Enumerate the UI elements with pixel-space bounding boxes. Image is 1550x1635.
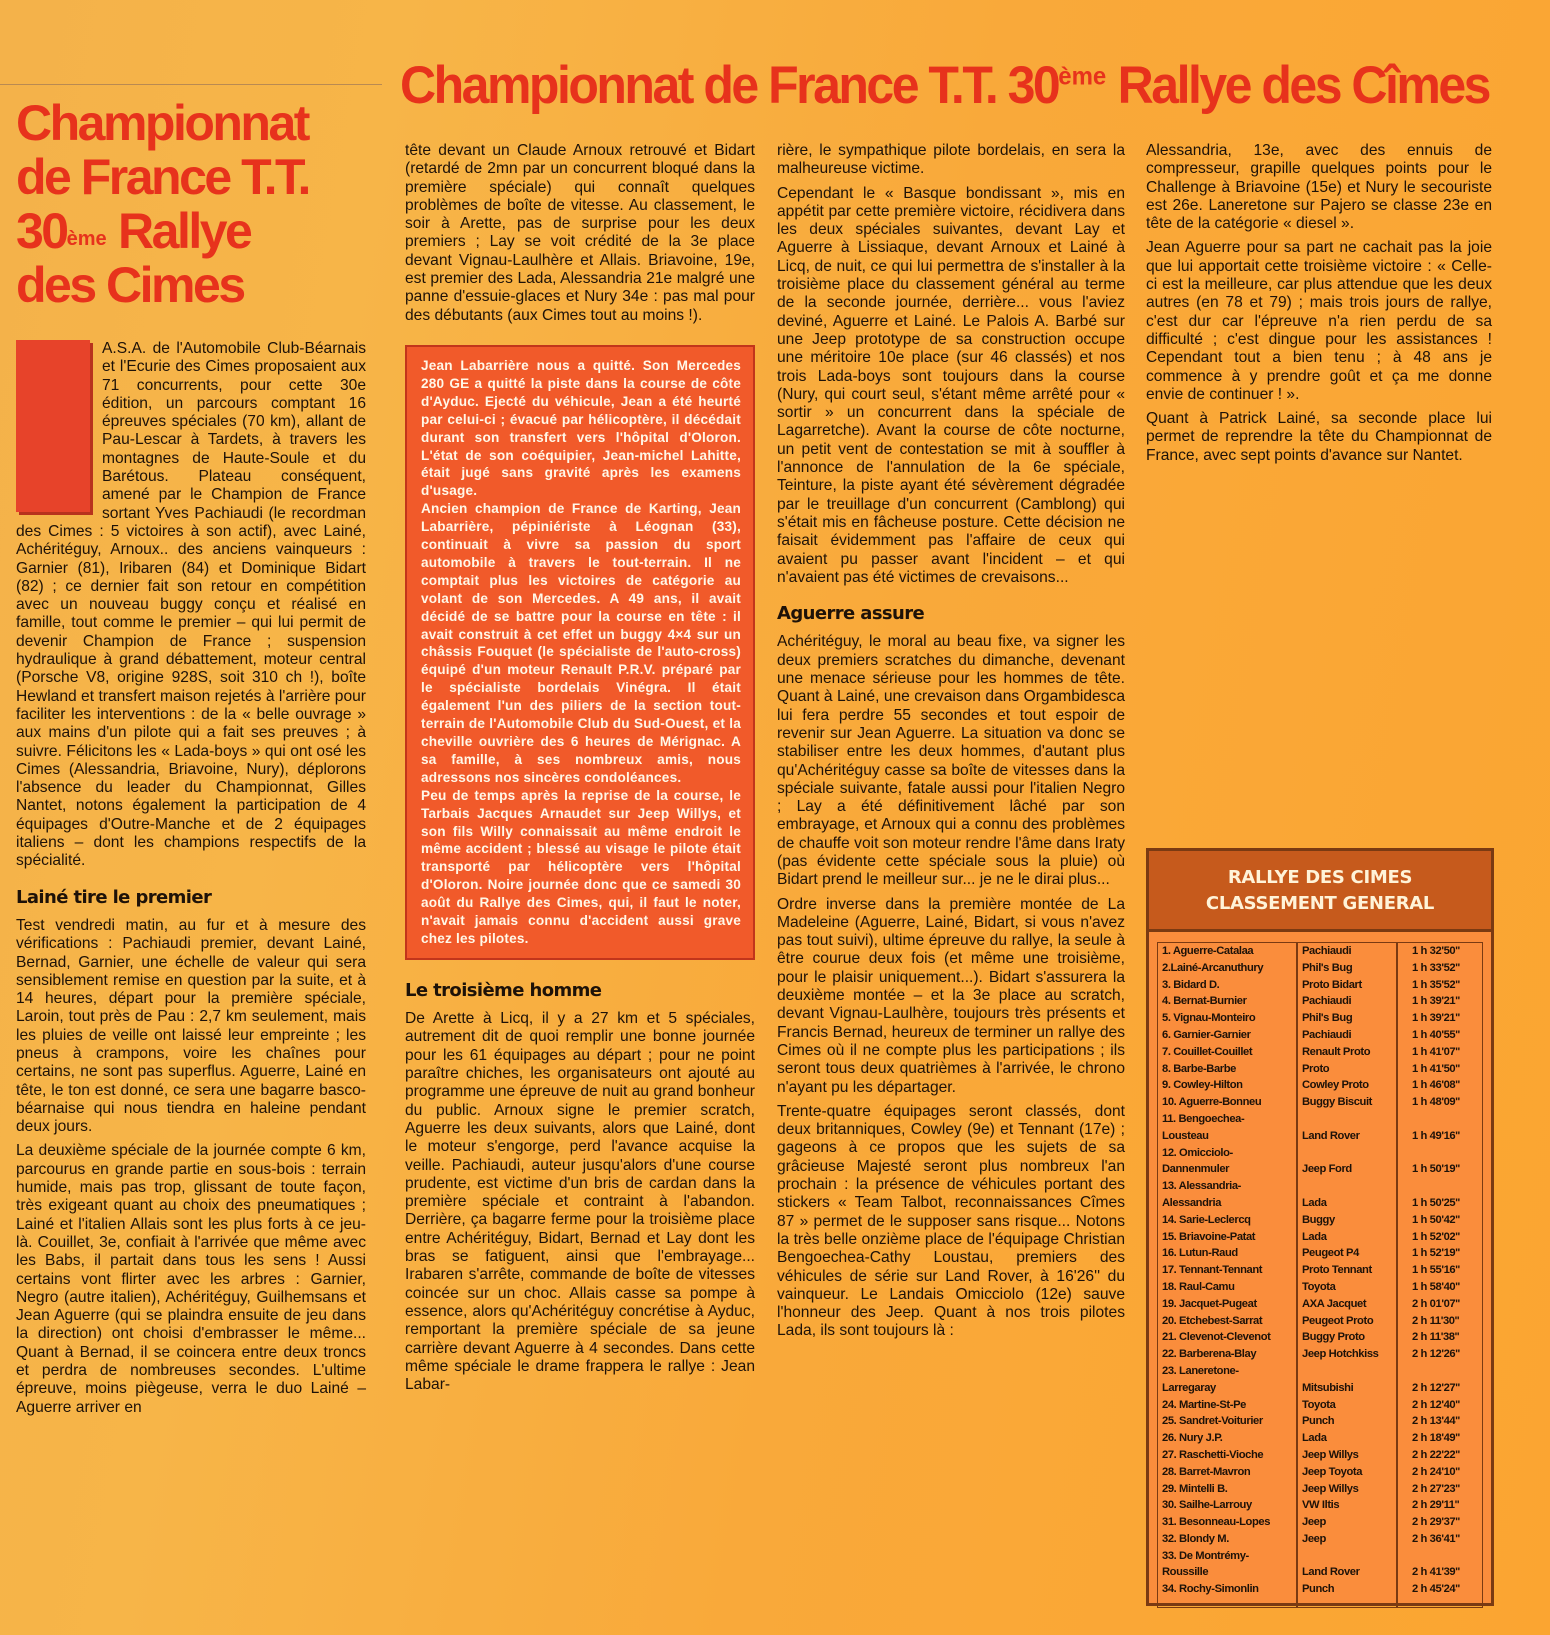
side-title-line1: Championnat: [16, 95, 308, 151]
column-divider: [1296, 943, 1298, 1607]
result-row: [1158, 1531, 1482, 1548]
results-table-header: [1149, 851, 1491, 932]
result-car: Cowley Proto: [1302, 1079, 1369, 1092]
result-row: [1158, 1346, 1482, 1363]
result-car: Peugeot P4: [1302, 1247, 1359, 1260]
result-crew-line: 16. Lutun-Raud: [1162, 1247, 1238, 1260]
result-crew: [1158, 1313, 1296, 1330]
paragraph: La deuxième spéciale de la journée compte 6 km, parcourus en grande partie en sous-bois : terrain humide, mais pas trop, glissant de toute façon, très exigeant quant au choix des pneumatiques ; Lainé et l'italien Allais sont les plus forts à ce jeu-là. Couillet, 3e, confiait à l'arrivée que même avec les Babs, il partait dans tous les sens ! Aussi certains vont flirter avec les arbres : Garnier, Negro (autre italien), Achéritéguy, Guilhemsans et Jean Aguerre (qui se plaindra ensuite de jeu dans la direction) ont choisi d'embrasser le même... Quant à Bernad, il se coincera entre deux troncs et perdra de nombreuses secondes. L'ultime épreuve, moins piègeuse, verra le duo Lainé – Aguerre arriver en: [16, 1142, 366, 1416]
result-row: [1158, 1581, 1482, 1598]
result-time: 2 h 22'22'': [1412, 1448, 1460, 1461]
result-crew: [1158, 1514, 1296, 1531]
result-car: Punch: [1302, 1583, 1335, 1596]
result-crew-line: 8. Barbe-Barbe: [1162, 1062, 1236, 1075]
result-time: 2 h 18'49'': [1412, 1432, 1460, 1445]
paragraph: Alessandria, 13e, avec des ennuis de compresseur, grapille quelques points pour le Challenge à Briavoine (15e) et Nury le secouriste est 26e. Laneretone sur Pajero se classe 23e en tête de la catégorie « diesel ».: [1146, 142, 1492, 233]
result-crew-line: 31. Besonneau-Lopes: [1162, 1516, 1271, 1529]
result-crew-line: 12. Omicciolo-: [1162, 1146, 1233, 1159]
side-title: [16, 96, 376, 312]
result-car: Phil's Bug: [1302, 1012, 1353, 1025]
result-car: Toyota: [1302, 1398, 1336, 1411]
paragraph: tête devant un Claude Arnoux retrouvé et Bidart (retardé de 2mn par un concurrent bloqué dans la première spéciale) qui connaît quelques problèmes de boîte de vitesse. Au classement, le soir à Arette, pas de surprise pour les deux premiers ; Lay se voit crédité de la 3e place devant Vignau-Laulhère et Allais. Briavoine, 19e, est premier des Lada, Alessandria 21e malgré une panne d'essuie-glaces et Nury 34e : pas mal pour des débutants (aux Cimes tout au moins !).: [405, 142, 755, 324]
result-row: [1158, 1329, 1482, 1346]
section-heading-laine: Lainé tire le premier: [16, 886, 212, 908]
result-row: [1158, 1027, 1482, 1044]
result-row: [1158, 1010, 1482, 1027]
result-crew-line: 7. Couillet-Couillet: [1162, 1045, 1253, 1058]
result-row: [1158, 1061, 1482, 1078]
result-crew-line: 14. Sarie-Leclercq: [1162, 1213, 1251, 1226]
result-car: Land Rover: [1302, 1566, 1360, 1579]
paragraph: Trente-quatre équipages seront classés, dont deux britanniques, Cowley (9e) et Tennant (17e) ; gageons à ce propos que les sujets de sa grâcieuse Majesté seront plus nombreux l'an prochain : la présence de véhicules portant des stickers « Team Talbot, reconnaissances Cîmes 87 » permet de le supposer sans risque... Notons la très belle onzième place de l'équipage Christian Bengoechea-Cathy Loustau, premiers des véhicules de série sur Land Rover, à 16'26'' du vainqueur. Le Landais Omicciolo (12e) sauve l'honneur des Jeep. Quant à nos trois pilotes Lada, ils sont toujours là :: [777, 1102, 1125, 1340]
obituary-paragraph: Peu de temps après la reprise de la course, le Tarbais Jacques Arnaudet sur Jeep Willys, et son fils Willy connaissait au même endroit le même accident ; blessé au visage le pilote était transporté par hélicoptère vers l'hôpital d'Oloron. Noire journée donc que ce samedi 30 août du Rallye des Cimes, qui, il faut le noter, n'avait jamais connu d'accident aussi grave chez les pilotes.: [421, 787, 741, 946]
result-crew: [1158, 960, 1296, 977]
result-car: Phil's Bug: [1302, 961, 1353, 974]
results-title: RALLYE DES CIMES: [1227, 867, 1413, 888]
result-time: 2 h 12'40'': [1412, 1398, 1460, 1411]
paragraph: Quant à Patrick Lainé, sa seconde place lui permet de reprendre la tête du Championnat de France, avec sept points d'avance sur Nantet.: [1146, 410, 1492, 464]
result-crew-line: 1. Aguerre-Catalaa: [1162, 945, 1254, 957]
result-car: Mitsubishi: [1302, 1381, 1354, 1394]
obituary-box: [405, 345, 755, 960]
result-crew: [1158, 1094, 1296, 1111]
result-time: 1 h 46'08'': [1412, 1079, 1460, 1092]
result-row: [1158, 1447, 1482, 1464]
result-row: [1158, 977, 1482, 994]
article-column-4: [1146, 142, 1492, 471]
result-car: Buggy Biscuit: [1302, 1096, 1373, 1109]
result-crew: [1158, 977, 1296, 994]
result-crew: [1158, 1363, 1296, 1397]
result-crew-line: 20. Etchebest-Sarrat: [1162, 1314, 1263, 1327]
result-crew-line: 22. Barberena-Blay: [1162, 1348, 1257, 1361]
result-crew: [1158, 1111, 1296, 1145]
result-row: [1158, 960, 1482, 977]
result-crew-line: 15. Briavoine-Patat: [1162, 1230, 1256, 1243]
result-car: Jeep Willys: [1302, 1448, 1359, 1461]
result-car: Buggy Proto: [1302, 1331, 1365, 1344]
result-time: 1 h 58'40'': [1412, 1280, 1460, 1293]
result-crew-line: 11. Bengoechea-: [1162, 1112, 1245, 1125]
result-crew: [1158, 1245, 1296, 1262]
result-crew: [1158, 1229, 1296, 1246]
result-crew-line: 4. Bernat-Burnier: [1162, 995, 1247, 1008]
result-time: 2 h 12'26'': [1412, 1348, 1460, 1361]
result-time: 1 h 33'52'': [1412, 961, 1460, 974]
result-row: [1158, 1212, 1482, 1229]
result-time: 1 h 39'21'': [1412, 1012, 1460, 1025]
paragraph: De Arette à Licq, il y a 27 km et 5 spéciales, autrement dit de quoi remplir une bonne journée pour les 61 équipages au départ ; pour ne point paraître chiches, les organisateurs ont ajouté au programme une épreuve de nuit au grand bonheur du public. Arnoux signe le premier scratch, Aguerre les deux suivants, alors que Lainé, dont le moteur s'engorge, perd l'avance acquise la veille. Pachiaudi, auteur jusqu'alors d'une course prudente, est victime d'un bris de cardan dans la première spéciale et contraint à l'abandon. Derrière, ça bagarre ferme pour la troisième place entre Achéritéguy, Bidart, Bernad et Lay dont les bras se fatiguent, ainsi que l'embrayage... Irabaren s'arrête, commande de boîte de vitesses coincée sur un choc. Allais casse sa pompe à essence, alors qu'Achéritéguy concrétise à Ayduc, remportant la première spéciale de sa jeune carrière devant Aguerre à 4 secondes. Dans cette même spéciale le drame frappera le rallye : Jean Labar-: [405, 1010, 755, 1394]
result-row: [1158, 1413, 1482, 1430]
result-car: Jeep Toyota: [1302, 1465, 1363, 1478]
result-row: [1158, 1229, 1482, 1246]
result-time: 1 h 48'09'': [1412, 1096, 1460, 1109]
paragraph: Cependant le « Basque bondissant », mis en appétit par cette première victoire, récidivera dans les deux spéciales suivantes, devant Lay et Aguerre à Lissiaque, devant Arnoux et Lainé à Licq, de nuit, ce qui lui permettra de s'installer à la troisième place du classement général au terme de la seconde journée, derrière... vous l'aviez deviné, Aguerre et Lainé. Le Palois A. Barbé sur une Jeep prototype de sa construction occupe une méritoire 10e place (sur 46 classés) et nos trois Lada-boys sont toujours dans la course (Nury, qui court seul, s'étant même arrêté pour « sortir » un concurrent dans la spéciale de Lagarretche). Avant la course de côte nocturne, un petit vent de contestation se mit à souffler à l'annonce de l'annulation de la 6e spéciale, Teinture, la piste ayant été sévèrement dégradée par le treuillage d'un concurrent (Camblong) qui s'était mis en fâcheuse posture. Cette décision ne faisait évidemment pas l'affaire de ceux qui avaient pu passer avant l'incident – et qui n'avaient pas été victimes de crevaisons...: [777, 184, 1125, 586]
paragraph: Test vendredi matin, au fur et à mesure des vérifications : Pachiaudi premier, devant Lainé, Bernad, Garnier, une échelle de valeur qui sera sensiblement remise en question par la suite, et à 14 heures, départ pour la première spéciale, Laroin, tout près de Pau : 2,7 km seulement, mais les pluies de veille ont laissé leur empreinte ; les pneus à crampons, voire les chaînes pour certains, ne sont pas superflus. Aguerre, Lainé en tête, le ton est donné, ce sera une bagarre basco-béarnaise qui nous tiendra en haleine pendant deux jours.: [16, 916, 366, 1136]
result-crew-line: 17. Tennant-Tennant: [1162, 1264, 1263, 1277]
result-row: [1158, 1397, 1482, 1414]
result-time: 1 h 50'19'': [1412, 1163, 1460, 1176]
result-crew-line: 34. Rochy-Simonlin: [1162, 1583, 1259, 1596]
results-subtitle: CLASSEMENT GENERAL: [1205, 893, 1435, 914]
result-crew: [1158, 1010, 1296, 1027]
section-heading-troisieme: Le troisième homme: [405, 979, 602, 1001]
result-crew-line: 19. Jacquet-Pugeat: [1162, 1297, 1257, 1310]
result-crew: [1158, 1077, 1296, 1094]
result-row: [1158, 1262, 1482, 1279]
drop-cap-L: [16, 340, 90, 512]
result-crew-line: 29. Mintelli B.: [1162, 1482, 1228, 1495]
paragraph: Jean Aguerre pour sa part ne cachait pas la joie que lui apportait cette troisième victoire : « Celle-ci est la meilleure, car plus attendue que les deux autres (en 78 et 79) ; mais trois jours de rallye, c'est dur car l'épreuve n'a rien perdu de sa difficulté ; c'est dingue pour les assistances ! Cependant tout a bien tenu ; à 48 ans je commence à y prendre goût et ça me donne envie de continuer ! ».: [1146, 239, 1492, 403]
intro-paragraph: A.S.A. de l'Automobile Club-Béarnais et l'Ecurie des Cimes proposaient aux 71 concurrents, pour cette 30e édition, un parcours comptant 16 épreuves spéciales (70 km), allant de Pau-Lescar à Tardets, à travers les montagnes de Haute-Soule et du Barétous. Plateau conséquent, amené par le Champion de France sortant Yves Pachiaudi (le recordman des Cimes : 5 victoires à son actif), avec Lainé, Achéritéguy, Arnoux.. des anciens vainqueurs : Garnier (81), Iribaren (84) et Dominique Bidart (82) ; ce dernier fait son retour en compétition avec un nouveau buggy conçu et réalisé en famille, tout comme le premier – qui lui permit de devenir Champion de France ; suspension hydraulique à grand débattement, moteur central (Porsche V8, origine 928S, soit 310 ch !), boîte Hewland et transfert maison rejetés à l'arrière pour faciliter les interventions : de la « belle ouvrage » aux mains d'un pilote qui a fait ses preuves ; à suivre. Félicitons les « Lada-boys » qui ont osé les Cimes (Alessandria, Briavoine, Nury), déplorons l'absence du leader du Championnat, Gilles Nantet, notons également la participation de 4 équipages d'Outre-Manche et de 2 équipages italiens – dont les champions respectifs de la spécialité.: [16, 340, 366, 870]
result-car: Peugeot Proto: [1302, 1314, 1374, 1327]
result-crew: [1158, 1212, 1296, 1229]
result-time: 1 h 39'21'': [1412, 995, 1460, 1008]
result-car: Pachiaudi: [1302, 945, 1352, 957]
result-time: 2 h 45'24'': [1412, 1583, 1460, 1596]
column-divider: [1396, 943, 1398, 1607]
side-title-line3: 30ème Rallye: [16, 203, 251, 259]
result-crew: [1158, 1497, 1296, 1514]
result-crew-line: 32. Blondy M.: [1162, 1532, 1229, 1545]
result-car: Jeep Ford: [1302, 1163, 1352, 1176]
results-table-body: [1157, 942, 1483, 1608]
result-crew: [1158, 1548, 1296, 1582]
result-car: Pachiaudi: [1302, 1028, 1352, 1041]
page-headline: Championnat de France T.T. 30ème Rallye des Cîmes: [400, 55, 1489, 115]
result-crew: [1158, 1464, 1296, 1481]
result-crew: [1158, 1447, 1296, 1464]
article-column-1: [16, 340, 366, 1423]
result-crew: [1158, 1145, 1296, 1179]
result-time: 2 h 36'41'': [1412, 1532, 1460, 1545]
result-crew-line: 3. Bidard D.: [1162, 978, 1220, 991]
result-crew: [1158, 1430, 1296, 1447]
result-crew-line: 25. Sandret-Voiturier: [1162, 1415, 1263, 1428]
result-crew: [1158, 1262, 1296, 1279]
result-time: 2 h 12'27'': [1412, 1381, 1460, 1394]
result-crew: [1158, 1531, 1296, 1548]
result-car: Lada: [1302, 1432, 1327, 1445]
result-time: 2 h 29'11'': [1412, 1499, 1460, 1512]
obituary-paragraph: Jean Labarrière nous a quitté. Son Mercedes 280 GE a quitté la piste dans la course de côte d'Ayduc. Ejecté du véhicule, Jean a été heurté par celui-ci ; évacué par hélicoptère, il décédait durant son transfert vers l'hôpital d'Oloron. L'état de son coéquipier, Jean-michel Lahitte, était jugé sans gravité après les examens d'usage.: [421, 357, 741, 499]
result-crew: [1158, 943, 1296, 960]
result-crew-line: Dannenmuler: [1162, 1163, 1230, 1176]
result-car: Buggy: [1302, 1213, 1335, 1226]
result-row: [1158, 1481, 1482, 1498]
paragraph: Ordre inverse dans la première montée de La Madeleine (Aguerre, Lainé, Bidart, si vous n'avez pas tout suivi), ultime épreuve du rallye, la seule à être courue deux fois (et même une troisième, pour le plaisir uniquement...). Bidart s'assurera la deuxième montée – et la 3e place au scratch, devant Vignau-Laulhère, toujours très présents et Francis Bernad, heureux de terminer un rallye des Cimes où il ne compte plus les participations ; ils seront tous deux quatrièmes à l'arrivée, le chrono n'ayant pu les départager.: [777, 895, 1125, 1096]
result-car: Jeep Hotchkiss: [1302, 1348, 1379, 1361]
result-car: Lada: [1302, 1230, 1327, 1243]
result-car: VW Iltis: [1302, 1499, 1340, 1512]
result-crew-line: 2.Lainé-Arcanuthury: [1162, 961, 1264, 974]
result-time: 1 h 50'25'': [1412, 1196, 1460, 1209]
result-crew-line: 28. Barret-Mavron: [1162, 1465, 1251, 1478]
result-row: [1158, 1077, 1482, 1094]
article-column-3: [777, 142, 1125, 1347]
result-crew-line: 21. Clevenot-Clevenot: [1162, 1331, 1271, 1344]
result-crew-line: 33. De Montrémy-: [1162, 1549, 1249, 1562]
result-time: 2 h 29'37'': [1412, 1516, 1460, 1529]
result-crew: [1158, 1044, 1296, 1061]
result-car: Toyota: [1302, 1280, 1336, 1293]
result-row: [1158, 1178, 1482, 1212]
result-crew-line: 6. Garnier-Garnier: [1162, 1028, 1251, 1041]
paragraph: Achéritéguy, le moral au beau fixe, va signer les deux premiers scratches du dimanche, devenant une menace sérieuse pour les hommes de tête. Quant à Lainé, une crevaison dans Orgambidesca lui fera perdre 55 secondes et tout espoir de revenir sur Jean Aguerre. La situation va donc se stabiliser entre les deux hommes, d'autant plus qu'Achéritéguy casse sa boîte de vitesses dans la spéciale suivante, fatale aussi pour l'italien Negro ; Lay a été définitivement lâché par son embrayage, et Arnoux qui a connu des problèmes de chauffe voit son moteur rendre l'âme dans Iraty (pas évidente cette spéciale sous la pluie) où Bidart prend le meilleur sur... je ne le dirai plus...: [777, 633, 1125, 889]
result-time: 1 h 49'16'': [1412, 1129, 1460, 1142]
result-crew: [1158, 1027, 1296, 1044]
result-time: 1 h 35'52'': [1412, 978, 1460, 991]
result-row: [1158, 1464, 1482, 1481]
result-row: [1158, 1363, 1482, 1397]
result-row: [1158, 1279, 1482, 1296]
result-car: Jeep Willys: [1302, 1482, 1359, 1495]
result-time: 1 h 32'50'': [1412, 945, 1460, 957]
result-crew-line: 24. Martine-St-Pe: [1162, 1398, 1246, 1411]
result-time: 1 h 40'55'': [1412, 1028, 1460, 1041]
top-rule: [0, 84, 382, 85]
result-time: 2 h 13'44'': [1412, 1415, 1460, 1428]
result-car: Lada: [1302, 1196, 1327, 1209]
result-crew: [1158, 1178, 1296, 1212]
result-crew-line: 5. Vignau-Monteiro: [1162, 1012, 1256, 1025]
result-row: [1158, 943, 1482, 960]
result-time: 1 h 41'50'': [1412, 1062, 1460, 1075]
result-crew-line: Roussille: [1162, 1566, 1209, 1579]
result-crew-line: 30. Sailhe-Larrouy: [1162, 1499, 1252, 1512]
result-row: [1158, 1296, 1482, 1313]
result-car: Pachiaudi: [1302, 995, 1352, 1008]
result-time: 2 h 11'38'': [1412, 1331, 1460, 1344]
result-car: Jeep: [1302, 1516, 1326, 1529]
result-time: 2 h 11'30'': [1412, 1314, 1460, 1327]
paragraph: rière, le sympathique pilote bordelais, en sera la malheureuse victime.: [777, 142, 1125, 178]
result-crew: [1158, 993, 1296, 1010]
result-crew: [1158, 1279, 1296, 1296]
result-time: 1 h 55'16'': [1412, 1264, 1460, 1277]
result-crew: [1158, 1061, 1296, 1078]
result-crew-line: 23. Laneretone-: [1162, 1364, 1239, 1377]
side-title-line2: de France T.T.: [16, 149, 309, 205]
result-time: 2 h 24'10'': [1412, 1465, 1460, 1478]
result-crew-line: 9. Cowley-Hilton: [1162, 1079, 1243, 1092]
result-car: Jeep: [1302, 1532, 1326, 1545]
result-row: [1158, 1313, 1482, 1330]
result-row: [1158, 1145, 1482, 1179]
result-row: [1158, 993, 1482, 1010]
result-crew-line: 18. Raul-Camu: [1162, 1280, 1235, 1293]
result-time: 1 h 50'42'': [1412, 1213, 1460, 1226]
obituary-paragraph: Ancien champion de France de Karting, Jean Labarrière, pépiniériste à Léognan (33), continuait à vivre sa passion du sport automobile à travers le tout-terrain. Il ne comptait plus les victoires de catégorie au volant de son Mercedes. A 49 ans, il avait décidé de se battre pour la course en tête : il avait construit à cet effet un buggy 4×4 sur un châssis Fouquet (le spécialiste de l'auto-cross) équipé d'un moteur Renault P.R.V. préparé par le spécialiste bordelais Vinégra. Il était également l'un des piliers de la section tout-terrain de l'Automobile Club du Sud-Ouest, et la cheville ouvrière des 6 heures de Mérignac. A sa famille, à ses nombreux amis, nous adressons nos sincères condoléances.: [421, 501, 741, 785]
result-row: [1158, 1430, 1482, 1447]
result-crew-line: Larregaray: [1162, 1381, 1216, 1394]
result-row: [1158, 1044, 1482, 1061]
article-column-2: [405, 142, 755, 1400]
result-time: 2 h 41'39'': [1412, 1566, 1460, 1579]
result-crew: [1158, 1346, 1296, 1363]
result-car: Land Rover: [1302, 1129, 1360, 1142]
result-time: 1 h 41'07'': [1412, 1045, 1460, 1058]
result-crew: [1158, 1581, 1296, 1598]
result-row: [1158, 1094, 1482, 1111]
result-car: AXA Jacquet: [1302, 1297, 1367, 1310]
result-crew-line: Alessandria: [1162, 1196, 1222, 1209]
result-time: 1 h 52'19'': [1412, 1247, 1460, 1260]
result-crew: [1158, 1481, 1296, 1498]
result-crew: [1158, 1329, 1296, 1346]
result-crew: [1158, 1413, 1296, 1430]
result-crew-line: 27. Raschetti-Vioche: [1162, 1448, 1264, 1461]
side-title-line4: des Cimes: [16, 257, 244, 313]
result-car: Punch: [1302, 1415, 1335, 1428]
results-table: [1146, 848, 1494, 1606]
result-car: Renault Proto: [1302, 1045, 1371, 1058]
result-time: 2 h 01'07'': [1412, 1297, 1460, 1310]
result-row: [1158, 1245, 1482, 1262]
result-crew-line: 26. Nury J.P.: [1162, 1432, 1223, 1445]
result-row: [1158, 1514, 1482, 1531]
result-time: 1 h 52'02'': [1412, 1230, 1460, 1243]
result-row: [1158, 1497, 1482, 1514]
result-time: 2 h 27'23'': [1412, 1482, 1460, 1495]
result-crew-line: 13. Alessandria-: [1162, 1180, 1241, 1193]
result-crew: [1158, 1397, 1296, 1414]
result-crew: [1158, 1296, 1296, 1313]
section-heading-aguerre: Aguerre assure: [777, 603, 925, 625]
result-row: [1158, 1111, 1482, 1145]
result-row: [1158, 1548, 1482, 1582]
result-car: Proto Tennant: [1302, 1264, 1372, 1277]
result-crew-line: 10. Aguerre-Bonneu: [1162, 1096, 1262, 1109]
result-car: Proto: [1302, 1062, 1330, 1075]
result-car: Proto Bidart: [1302, 978, 1362, 991]
result-crew-line: Lousteau: [1162, 1129, 1209, 1142]
